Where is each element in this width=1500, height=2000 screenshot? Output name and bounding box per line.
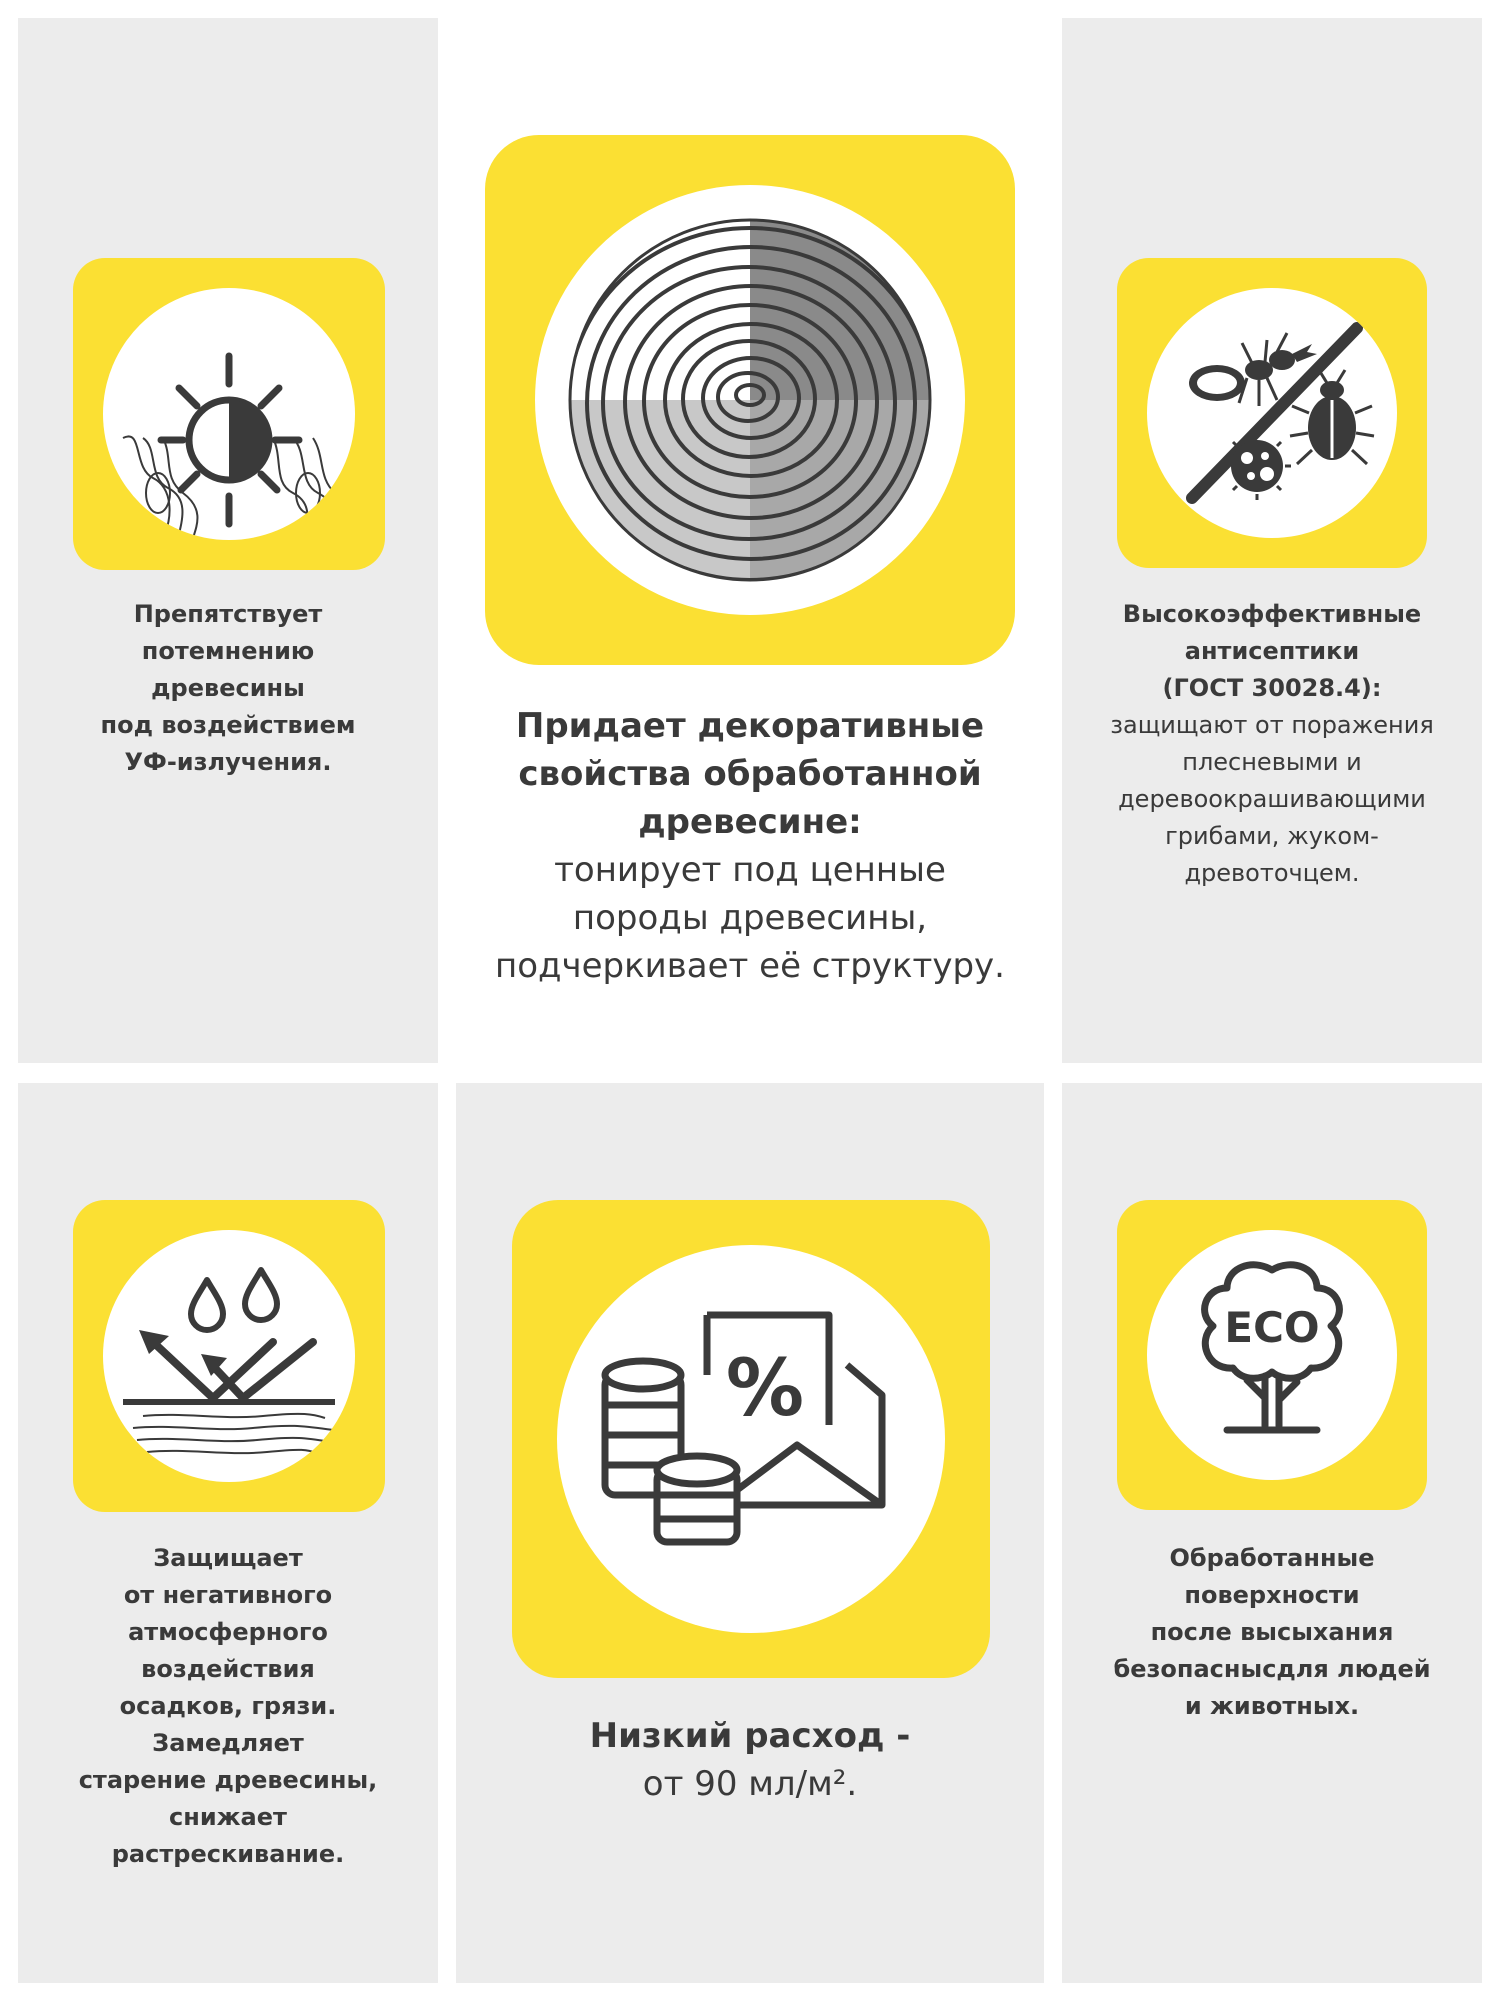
caption-line: плесневыми и [1182, 748, 1362, 776]
caption-line: воздействия [141, 1655, 315, 1683]
eco-label: ECO [1224, 1303, 1320, 1352]
caption-line: атмосферного [128, 1618, 328, 1646]
decor-badge [485, 135, 1015, 665]
caption-line: и животных. [1184, 1692, 1360, 1720]
caption-line: Замедляет [152, 1729, 304, 1757]
caption-line: безопаснысдля людей [1113, 1655, 1431, 1683]
caption-line: Препятствует [133, 600, 323, 628]
decor-caption [438, 702, 1062, 990]
caption-line: свойства обработанной [518, 754, 982, 794]
coins-percent-icon [557, 1245, 945, 1633]
eco-badge [1117, 1200, 1427, 1510]
caption-line: от негативного [123, 1581, 333, 1609]
caption-line: породы древесины, [572, 898, 928, 938]
caption-line: Высокоэффективные [1122, 600, 1422, 628]
caption-line: древесине: [638, 802, 862, 842]
caption-line: осадков, грязи. [119, 1692, 337, 1720]
caption-line: защищают от поражения [1110, 711, 1434, 739]
eco-tree-icon [1147, 1230, 1397, 1480]
caption-line: тонирует под ценные [554, 850, 946, 890]
weather-caption [18, 1540, 438, 1873]
eco-caption [1062, 1540, 1482, 1725]
caption-line: растрескивание. [111, 1840, 345, 1868]
caption-line: Придает декоративные [515, 706, 985, 746]
sun-wood-icon [103, 288, 355, 540]
caption-line: древесины [151, 674, 305, 702]
caption-line: от 90 мл/м². [642, 1764, 858, 1804]
caption-line: Защищает [153, 1544, 303, 1572]
wood-rings-icon [535, 185, 965, 615]
consumption-badge [512, 1200, 990, 1678]
caption-line: Низкий расход - [589, 1716, 911, 1756]
caption-line: под воздействием [100, 711, 356, 739]
caption-line: Обработанные [1169, 1544, 1375, 1572]
caption-line: древоточцем. [1184, 859, 1360, 887]
caption-line: старение древесины, [78, 1766, 378, 1794]
caption-line: снижает [169, 1803, 287, 1831]
caption-line: поверхности [1184, 1581, 1360, 1609]
caption-line: деревоокрашивающими [1118, 785, 1426, 813]
caption-line: грибами, жуком- [1165, 822, 1379, 850]
uv-caption [18, 596, 438, 781]
caption-line: антисептики [1184, 637, 1360, 665]
water-repel-icon [103, 1230, 355, 1482]
caption-line: УФ-излучения. [124, 748, 332, 776]
antiseptic-caption [1062, 596, 1482, 892]
caption-line: после высыхания [1150, 1618, 1394, 1646]
weather-badge [73, 1200, 385, 1512]
caption-line: потемнению [141, 637, 315, 665]
percent-icon: % [725, 1344, 805, 1434]
antiseptic-badge [1117, 258, 1427, 568]
no-insects-icon [1147, 288, 1397, 538]
caption-line: подчеркивает её структуру. [495, 946, 1005, 986]
caption-line: (ГОСТ 30028.4): [1162, 674, 1382, 702]
consumption-caption [456, 1712, 1044, 1808]
uv-badge [73, 258, 385, 570]
